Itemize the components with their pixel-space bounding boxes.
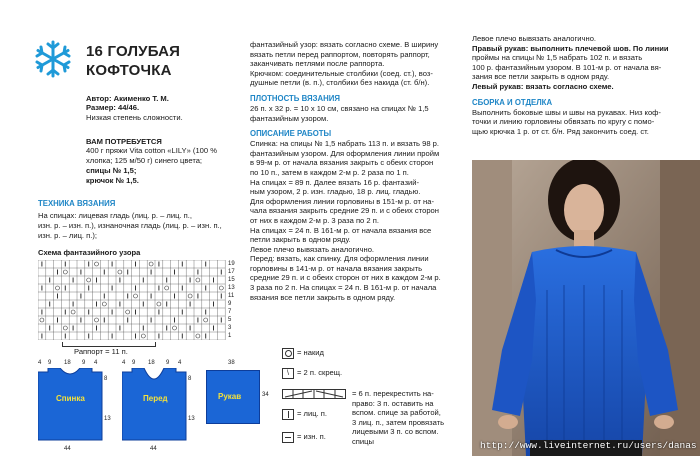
- pattern-back-side-1: 8: [104, 376, 108, 382]
- repeat-label: Раппорт = 11 п.: [74, 347, 128, 356]
- pattern-sleeve-side: 34: [262, 392, 269, 398]
- row-number: 1: [228, 333, 232, 339]
- purl-symbol: [282, 432, 294, 443]
- legend-cable-line: право: 3 п. оставить на: [352, 398, 434, 408]
- legend-k2tog: = 2 п. скрещ.: [297, 368, 343, 377]
- density-text-2: фантазийным узором.: [250, 113, 329, 123]
- yarn-over-symbol: [282, 348, 294, 359]
- pattern-text-1: фантазийный узор: вязать согласно схеме. В ширину: [250, 40, 439, 49]
- pattern-text-2: вязать петли перед раппортом, повторять раппорт,: [250, 49, 430, 59]
- pattern-back-bottom: 44: [64, 446, 71, 452]
- desc-line: Спинка: на спицы № 1,5 набрать 113 п. и вязать 98 р.: [250, 139, 440, 149]
- pattern-back-side-2: 13: [104, 416, 111, 422]
- desc-line: от них в каждом 2-м р. 3 раза по 2 п.: [250, 215, 379, 225]
- chart-row-numbers: [228, 260, 242, 340]
- materials-heading: ВАМ ПОТРЕБУЕТСЯ: [86, 137, 162, 146]
- column-3: [472, 34, 698, 136]
- pattern-sleeve-label: Рукав: [218, 392, 242, 401]
- description-heading: ОПИСАНИЕ РАБОТЫ: [250, 129, 332, 139]
- technique-text-1: На спицах: лицевая гладь (лиц. р. – лиц. п.,: [38, 211, 192, 220]
- legend-yarn-over: = накид: [297, 348, 324, 357]
- legend-cable: [352, 389, 467, 447]
- desc-line: На спицах = 24 п. В 161-м р. от начала вязания все: [250, 225, 432, 235]
- snowflake-icon: [34, 40, 72, 78]
- row-number: 17: [228, 269, 235, 275]
- k2tog-symbol: \: [282, 368, 294, 379]
- desc-line: 3 раза по 2 п. На спицах = 24 п. В 161-м р. от начала: [250, 283, 437, 293]
- assembly-heading: СБОРКА И ОТДЕЛКА: [472, 97, 553, 107]
- desc-line: по 10 п., затем в каждом 2-м р. 2 раза по 1 п.: [250, 167, 409, 177]
- technique-heading: ТЕХНИКА ВЯЗАНИЯ: [38, 199, 116, 208]
- scheme-heading: Схема фантазийного узора: [38, 248, 141, 257]
- hook-text-1: Крючком: соединительные столбики (соед. ст.), воз-: [250, 68, 433, 78]
- row-number: 11: [228, 293, 235, 299]
- col3-line: зания все петли закрыть в одном ряду.: [472, 72, 610, 82]
- col3-line: [472, 82, 698, 92]
- difficulty: Низкая степень сложности.: [86, 113, 183, 122]
- pattern-front-side-2: 13: [188, 416, 195, 422]
- desc-line: Для оформления линии горловины в 151-м р. от на-: [250, 196, 434, 206]
- pattern-back-label: Спинка: [56, 394, 85, 403]
- desc-line: ным узором, 2 р. изн. гладью, 18 р. лиц. гладью.: [250, 187, 421, 197]
- desc-line: На спицах = 89 п. Далее вязать 16 р. фантазий-: [250, 177, 420, 187]
- pattern-back: [38, 368, 108, 443]
- desc-line: Левое плечо вывязать аналогично.: [250, 244, 375, 254]
- hook-text-2: душные петли (в. п.), столбики без накида (ст. б/н).: [250, 78, 430, 88]
- assembly-line: Выполнить боковые швы и швы на рукавах. Низ коф-: [472, 107, 661, 117]
- desc-line: Перед: вязать, как спинку. Для оформления линии: [250, 254, 429, 264]
- project-subtitle: КОФТОЧКА: [86, 62, 172, 79]
- legend-cable-line: спицы: [352, 436, 374, 446]
- desc-line: горловины в 141-м р. от начала вязания закрыть: [250, 263, 423, 273]
- legend-cable-line: = 6 п. перекрестить на-: [352, 389, 434, 398]
- size: Размер: 44/46.: [86, 103, 140, 112]
- legend-cable-line: 3 лиц. п., затем провязать: [352, 417, 445, 427]
- legend-purl: = изн. п.: [297, 432, 326, 441]
- cable-symbol: [282, 389, 346, 399]
- pattern-front: [122, 368, 192, 443]
- desc-line: в 99-м р. от начала вязания закрыть с обеих сторон: [250, 158, 434, 168]
- row-number: 3: [228, 325, 232, 331]
- desc-line: чала вязания закрыть средние 29 п. и с обеих сторон: [250, 206, 439, 216]
- row-number: 7: [228, 309, 232, 315]
- materials-yarn-1: 400 г пряжи Vita cotton «LILY» (100 %: [86, 146, 217, 155]
- pattern-front-bottom: 44: [150, 446, 157, 452]
- watermark: http://www.liveinternet.ru/users/danas: [480, 440, 697, 451]
- density-text-1: 26 п. х 32 р. = 10 х 10 см, связано на спицах № 1,5: [250, 103, 429, 113]
- project-title: 16 ГОЛУБАЯ: [86, 43, 181, 60]
- row-number: 9: [228, 301, 232, 307]
- assembly-line: щью крючка 1 р. от ст. б/н. Ряд закончить соед. ст.: [472, 126, 649, 136]
- materials-needles: спицы № 1,5;: [86, 166, 137, 175]
- pattern-text-3: заканчивать петлями после раппорта.: [250, 59, 385, 69]
- left-sleeve-text: Левый рукав: вязать согласно схеме.: [472, 81, 614, 91]
- pattern-front-label: Перед: [143, 394, 168, 403]
- legend-cable-line: вспом. спице за работой,: [352, 408, 441, 418]
- row-number: 15: [228, 277, 235, 283]
- legend-knit: = лиц. п.: [297, 409, 328, 418]
- technique-text-3: изн. р. – лиц. п.);: [38, 231, 98, 240]
- pattern-sleeve-top: 38: [228, 360, 235, 366]
- desc-line: фантазийным узором. Для оформления линии пройм: [250, 148, 440, 158]
- author: Автор: Акименко Т. М.: [86, 94, 169, 103]
- assembly-line: точки и линию горловины обвязать по кругу с помо-: [472, 117, 655, 127]
- legend-cable-line: лицевыми 3 п. со вспом.: [352, 427, 439, 437]
- col3-line: 100 р. фантазийным узором. В 101-м р. от начала вя-: [472, 62, 662, 72]
- knitting-chart: [38, 260, 238, 340]
- desc-line: средние 29 п. и с обеих сторон от них в каждом 2-м р.: [250, 273, 441, 283]
- knit-symbol: [282, 409, 294, 420]
- materials-yarn-2: хлопка; 125 м/50 г) синего цвета;: [86, 156, 203, 165]
- col3-line: Левое плечо вывязать аналогично.: [472, 34, 597, 43]
- desc-line: вязания все петли закрыть в одном ряду.: [250, 292, 396, 302]
- density-heading: ПЛОТНОСТЬ ВЯЗАНИЯ: [250, 93, 340, 103]
- row-number: 5: [228, 317, 232, 323]
- model-photo: [472, 160, 700, 456]
- col3-line: проймы на спицы № 1,5 набрать 102 п. и вязать: [472, 53, 643, 63]
- right-sleeve-text: Правый рукав: выполнить плечевой шов. По линии: [472, 43, 669, 53]
- materials-hook: крючок № 1,5.: [86, 176, 139, 185]
- pattern-front-side-1: 8: [188, 376, 192, 382]
- row-number: 13: [228, 285, 235, 291]
- column-2: [250, 40, 462, 302]
- desc-line: петли закрыть в одном ряду.: [250, 235, 351, 245]
- row-number: 19: [228, 261, 235, 267]
- technique-text-2: изн. р. – изн. п.), изнаночная гладь (лиц. р. – изн. п.,: [38, 221, 222, 230]
- col3-line: [472, 44, 698, 54]
